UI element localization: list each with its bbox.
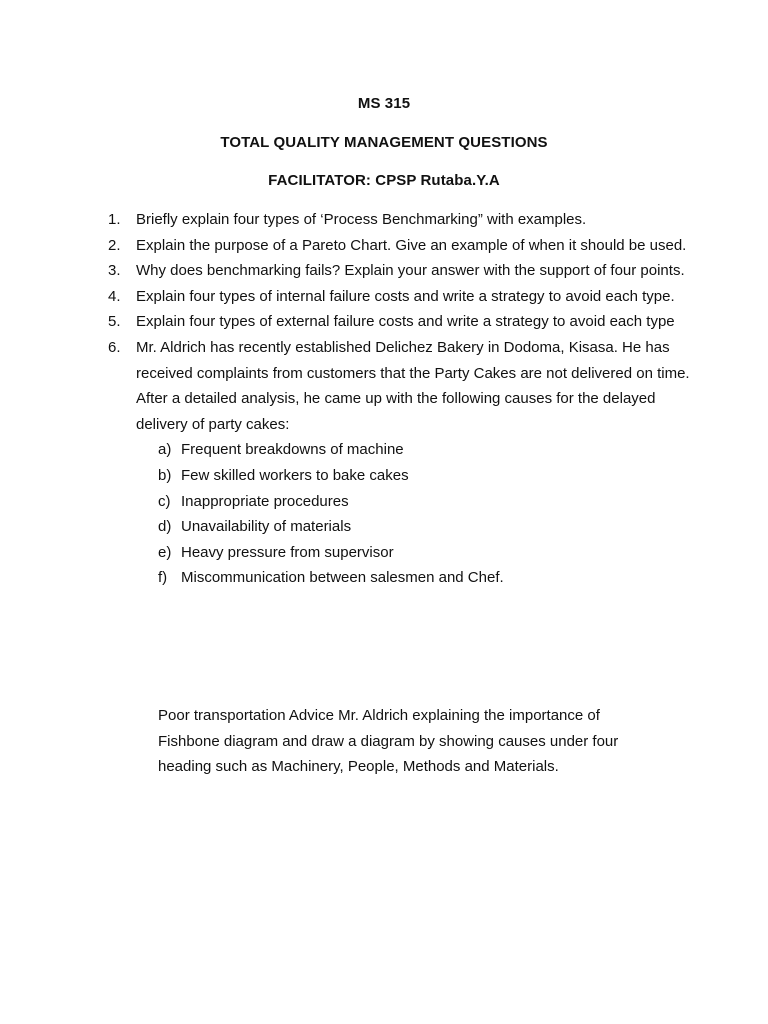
cause-text: Heavy pressure from supervisor xyxy=(181,543,394,561)
cause-letter: c) xyxy=(158,492,171,510)
cause-text: Unavailability of materials xyxy=(181,518,352,536)
question-number: 3. xyxy=(108,262,121,280)
question-text: Briefly explain four types of ‘Process Benchmarking” with examples. xyxy=(136,211,587,228)
question-item xyxy=(108,233,693,259)
cause-item xyxy=(136,437,693,463)
cause-item xyxy=(136,514,693,540)
question-text: Explain the purpose of a Pareto Chart. Give an example of when it should be used. xyxy=(136,236,687,254)
cause-item xyxy=(136,540,693,566)
question-item xyxy=(108,309,693,335)
cause-letter: f) xyxy=(158,569,168,587)
question-text: Explain four types of external failure costs and write a strategy to avoid each type xyxy=(136,313,675,331)
cause-letter: e) xyxy=(158,543,172,561)
question-number: 4. xyxy=(108,287,121,305)
question-item xyxy=(108,284,693,310)
cause-item xyxy=(136,489,693,515)
cause-text: Frequent breakdowns of machine xyxy=(181,441,404,459)
question-text: Why does benchmarking fails? Explain your answer with the support of four points. xyxy=(136,262,685,280)
cause-item xyxy=(136,463,693,489)
cause-letter: b) xyxy=(158,466,172,484)
question-number: 1. xyxy=(108,211,121,228)
course-code: MS 315 xyxy=(357,95,411,112)
cause-text: Few skilled workers to bake cakes xyxy=(181,466,409,484)
cause-text: Miscommunication between salesmen and Chef. xyxy=(181,569,504,587)
document-title: TOTAL QUALITY MANAGEMENT QUESTIONS xyxy=(220,134,548,151)
cause-text: Inappropriate procedures xyxy=(181,492,349,510)
question-number: 6. xyxy=(108,338,121,356)
question-number: 2. xyxy=(108,236,121,254)
cause-letter: a) xyxy=(158,441,172,459)
cause-item xyxy=(136,565,693,591)
question-list xyxy=(108,207,693,591)
question-number: 5. xyxy=(108,313,121,331)
question-text: Mr. Aldrich has recently established Delichez Bakery in Dodoma, Kisasa. He has received complaints from customers that the Party Cakes are not delivered on time. After a detailed analysis, he came up with the following causes for the delayed delivery of party cakes: xyxy=(136,338,690,433)
cause-letter: d) xyxy=(158,518,172,536)
causes-list xyxy=(136,437,693,591)
question-item xyxy=(108,335,693,591)
question-item xyxy=(108,207,693,233)
facilitator-line: FACILITATOR: CPSP Rutaba.Y.A xyxy=(268,172,500,189)
closing-paragraph: Poor transportation Advice Mr. Aldrich explaining the importance of Fishbone diagram and draw a diagram by showing causes under four heading such as Machinery, People, Methods and Materials. xyxy=(158,707,619,776)
question-item xyxy=(108,258,693,284)
question-text: Explain four types of internal failure costs and write a strategy to avoid each type. xyxy=(136,287,675,305)
